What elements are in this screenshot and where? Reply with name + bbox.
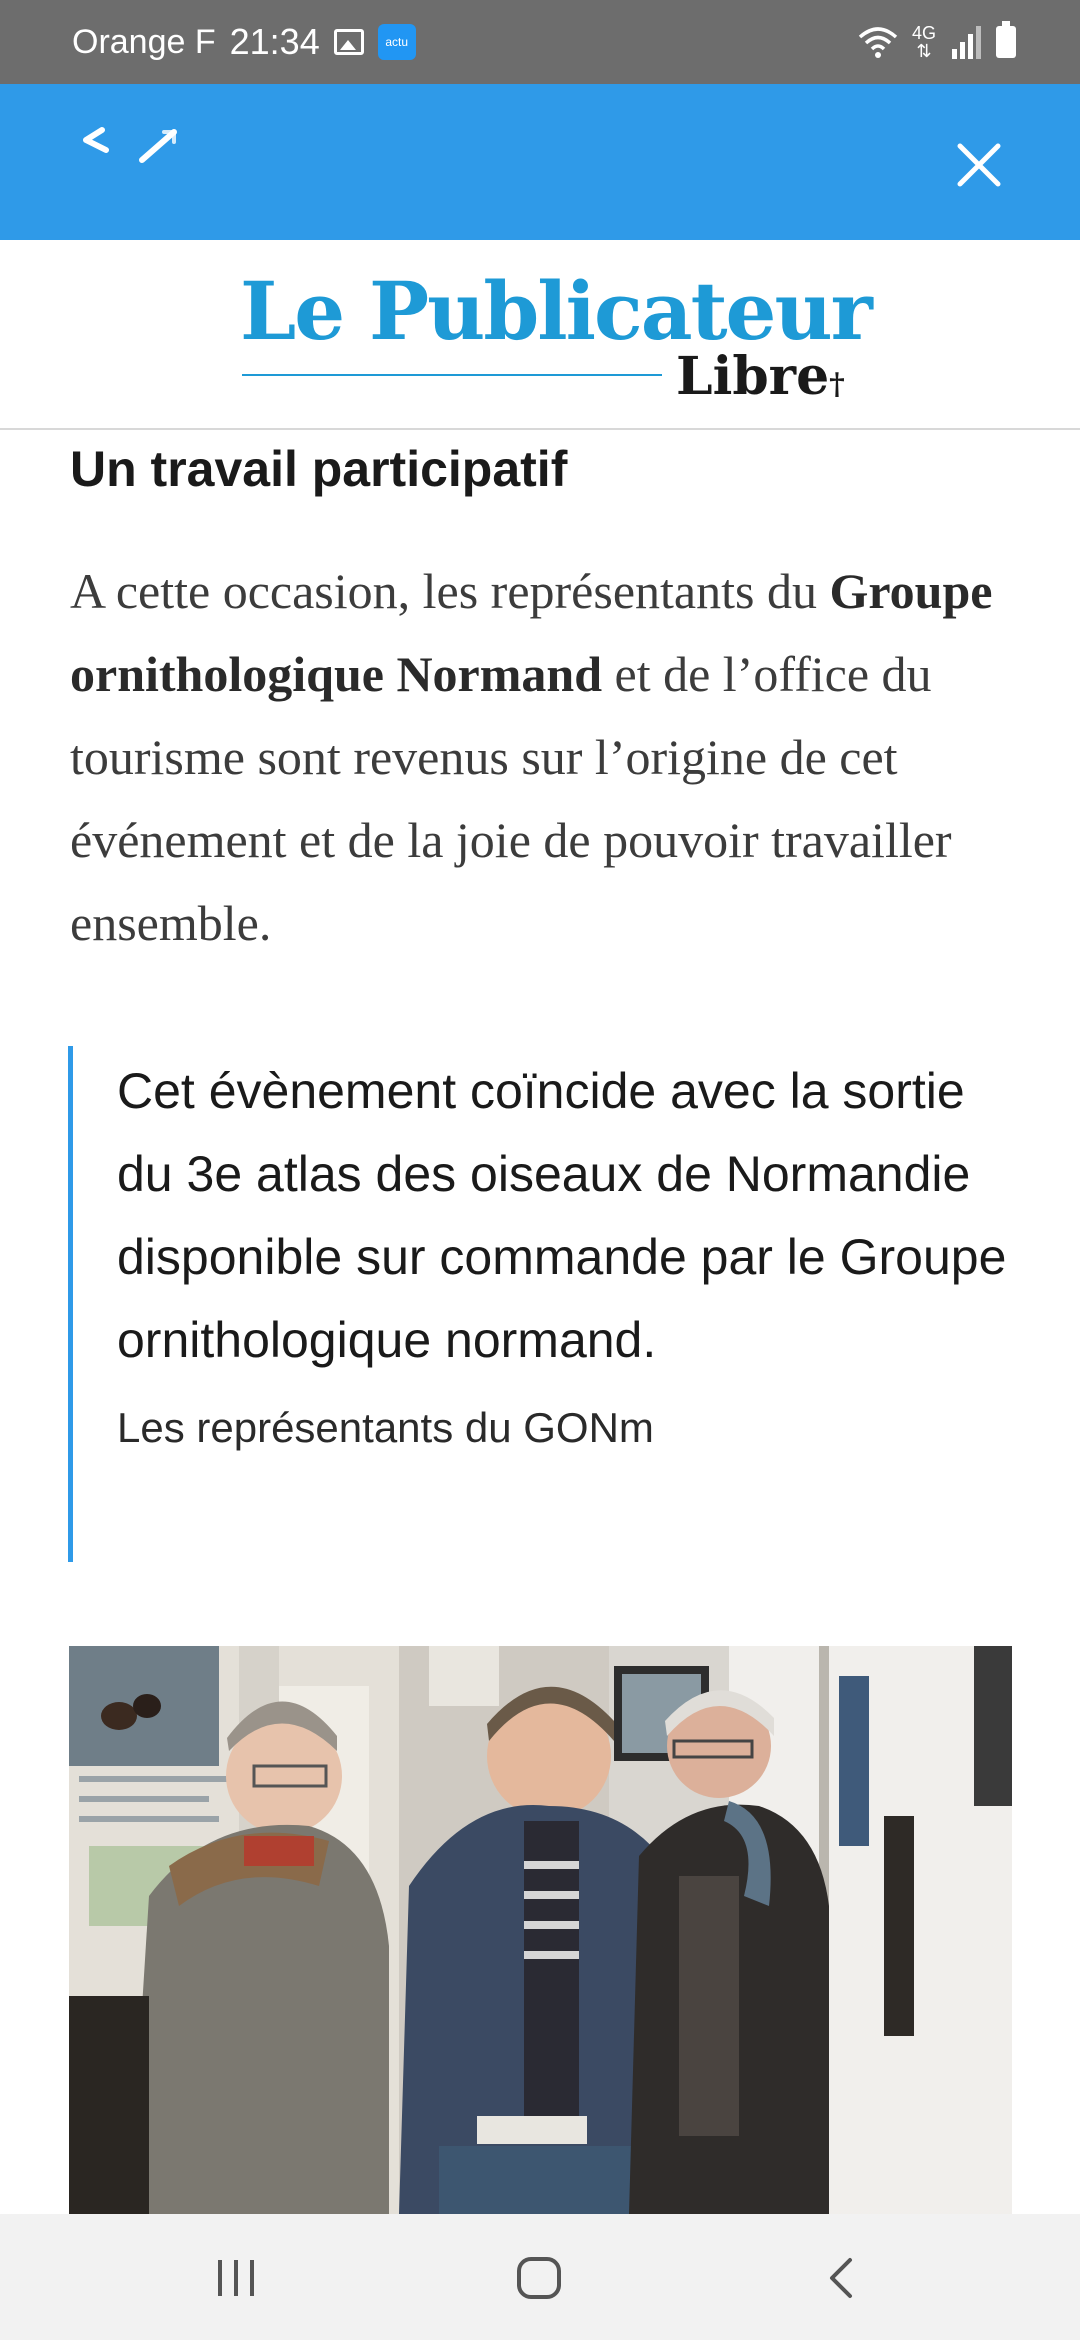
section-title: Un travail participatif: [70, 441, 568, 497]
paragraph-text-start: A cette occasion, les représentants du: [70, 563, 830, 619]
back-arrow-icon[interactable]: [80, 126, 116, 166]
logo-title[interactable]: Le Publicateur: [240, 264, 871, 358]
status-right: [858, 0, 1016, 84]
recent-apps-icon[interactable]: [214, 2258, 258, 2298]
logo-divider: [242, 374, 662, 376]
status-bar: [0, 0, 1080, 84]
article-photo[interactable]: [69, 1646, 1012, 2214]
actu-notification-icon: actu: [378, 24, 416, 60]
wifi-icon: [858, 25, 898, 59]
browser-toolbar: [0, 84, 1080, 240]
logo-subtitle-text: Libre: [676, 346, 830, 407]
logo-subtitle: [676, 346, 845, 407]
quote-text: Cet évènement coïncide avec la sortie du 3e atlas des oiseaux de Normandie disponible sur commande par le Groupe ornithologique normand.: [117, 1063, 1007, 1368]
battery-icon: [996, 26, 1016, 58]
clock: 21:34: [229, 21, 320, 62]
gallery-notification-icon: [334, 29, 364, 55]
article-paragraph: [70, 550, 1010, 965]
paragraph-bold-text: Groupe ornithologique Normand: [70, 563, 993, 702]
close-icon[interactable]: [954, 140, 1004, 190]
exhibition-visitors-photo: [69, 1646, 1012, 2214]
paragraph-text-end: et de l’office du tourisme sont revenus sur l’origine de cet événement et de la joie de pouvoir travailler ensemble.: [70, 646, 952, 951]
forward-arrow-icon[interactable]: [136, 126, 180, 166]
network-type-icon: [912, 24, 936, 60]
back-icon[interactable]: [826, 2256, 856, 2300]
data-arrows-icon: ⇅: [916, 41, 932, 61]
pull-quote: [68, 1046, 1008, 1562]
carrier-name: Orange F: [72, 22, 216, 61]
signal-strength-icon: [950, 25, 982, 59]
logo-cross-icon: †: [829, 367, 845, 402]
home-icon[interactable]: [516, 2256, 562, 2300]
site-header: [0, 240, 1080, 430]
system-navigation-bar: [0, 2214, 1080, 2340]
network-type-label: 4G: [911, 23, 936, 43]
status-left: [72, 0, 416, 84]
quote-author: Les représentants du GONm: [117, 1404, 654, 1451]
